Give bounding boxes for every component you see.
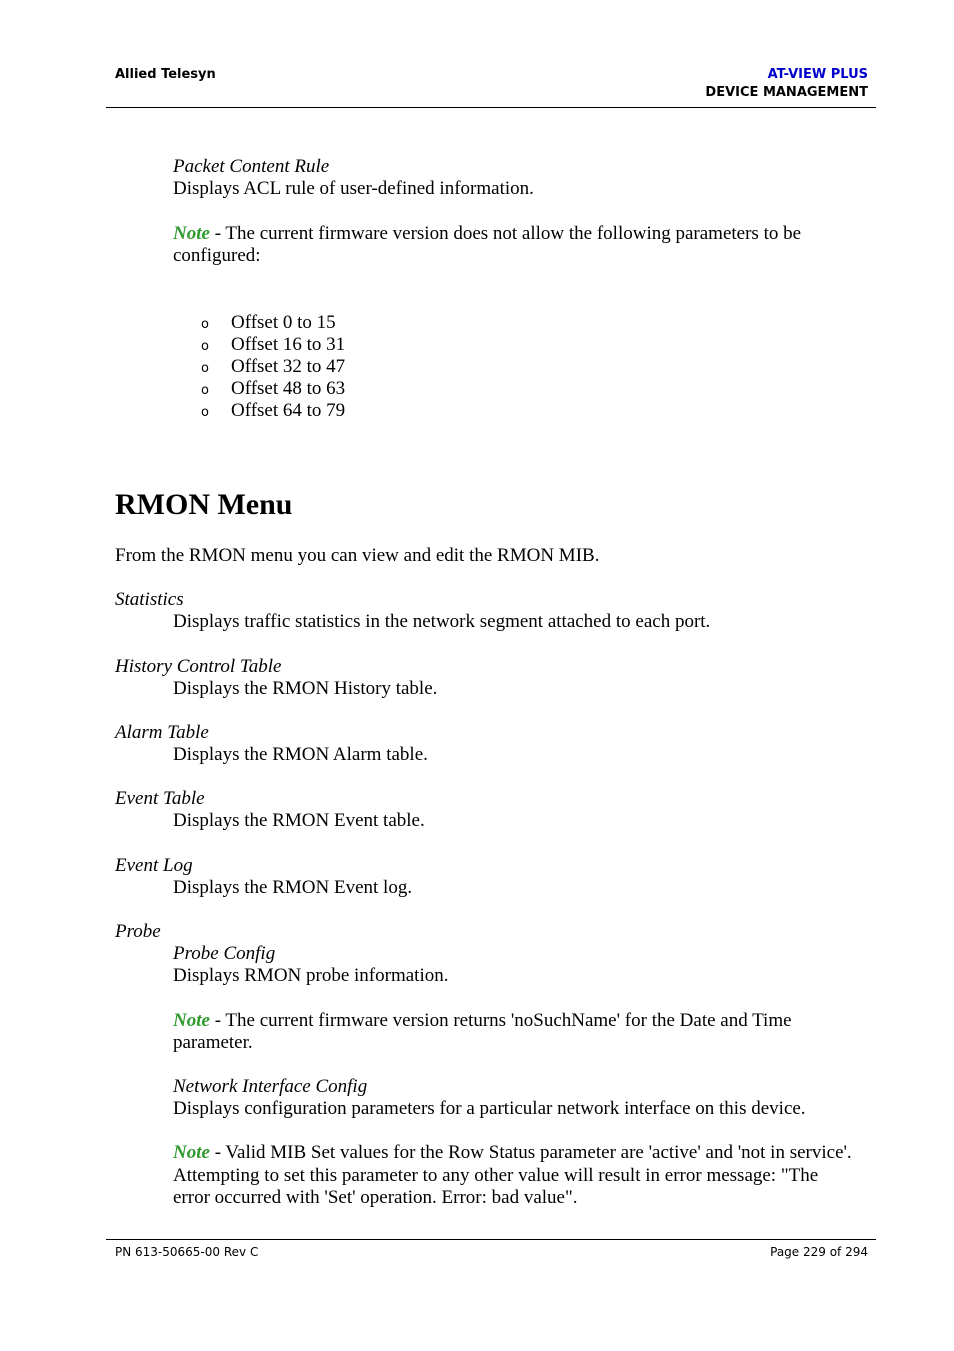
probe-title: Probe	[115, 921, 161, 942]
bullet-icon: o	[201, 317, 209, 332]
item-desc: Displays the RMON History table.	[173, 678, 438, 699]
footer-divider	[106, 1239, 876, 1240]
item-title: Event Table	[115, 788, 205, 809]
list-item: Offset 32 to 47	[231, 356, 346, 377]
section-heading: RMON Menu	[115, 488, 293, 521]
note-2-line-1	[173, 1010, 792, 1032]
note-1-line-2: configured:	[173, 245, 261, 266]
probe-config-desc: Displays RMON probe information.	[173, 965, 449, 986]
note-3-line-1	[173, 1142, 852, 1164]
section-intro: From the RMON menu you can view and edit the RMON MIB.	[115, 545, 600, 566]
bullet-icon: o	[201, 405, 209, 420]
header-section: DEVICE MANAGEMENT	[705, 85, 868, 100]
packet-content-rule-desc: Displays ACL rule of user-defined information.	[173, 178, 534, 199]
probe-config-title: Probe Config	[173, 943, 276, 964]
list-item: Offset 64 to 79	[231, 400, 346, 421]
note-label: Note	[173, 1142, 210, 1163]
item-title: Alarm Table	[115, 722, 209, 743]
header-divider	[106, 107, 876, 108]
bullet-icon: o	[201, 383, 209, 398]
note-3-text: - Valid MIB Set values for the Row Status parameter are 'active' and 'not in service'.	[209, 1142, 852, 1163]
note-2-text: - The current firmware version returns 'noSuchName' for the Date and Time	[209, 1010, 792, 1031]
item-desc: Displays traffic statistics in the network segment attached to each port.	[173, 611, 711, 632]
list-item: Offset 48 to 63	[231, 378, 346, 399]
footer-page-number: Page 229 of 294	[770, 1245, 868, 1259]
list-item: Offset 16 to 31	[231, 334, 346, 355]
note-3-line-3: error occurred with 'Set' operation. Error: bad value".	[173, 1187, 578, 1208]
note-2-line-2: parameter.	[173, 1032, 253, 1053]
note-1-text: - The current firmware version does not allow the following parameters to be	[209, 223, 802, 244]
item-title: Event Log	[115, 855, 193, 876]
bullet-icon: o	[201, 339, 209, 354]
note-label: Note	[173, 1010, 210, 1031]
netif-title: Network Interface Config	[173, 1076, 368, 1097]
netif-desc: Displays configuration parameters for a particular network interface on this device.	[173, 1098, 806, 1119]
note-1-line-1	[173, 223, 801, 245]
item-title: Statistics	[115, 589, 184, 610]
footer-part-number: PN 613-50665-00 Rev C	[115, 1245, 259, 1259]
item-title: History Control Table	[115, 656, 282, 677]
item-desc: Displays the RMON Event table.	[173, 810, 425, 831]
packet-content-rule-title: Packet Content Rule	[173, 156, 330, 177]
bullet-icon: o	[201, 361, 209, 376]
header-company: Allied Telesyn	[115, 67, 216, 82]
note-3-line-2: Attempting to set this parameter to any other value will result in error message: "The	[173, 1165, 819, 1186]
item-desc: Displays the RMON Alarm table.	[173, 744, 428, 765]
list-item: Offset 0 to 15	[231, 312, 336, 333]
header-product: AT-VIEW PLUS	[767, 67, 868, 82]
item-desc: Displays the RMON Event log.	[173, 877, 413, 898]
note-label: Note	[173, 223, 210, 244]
